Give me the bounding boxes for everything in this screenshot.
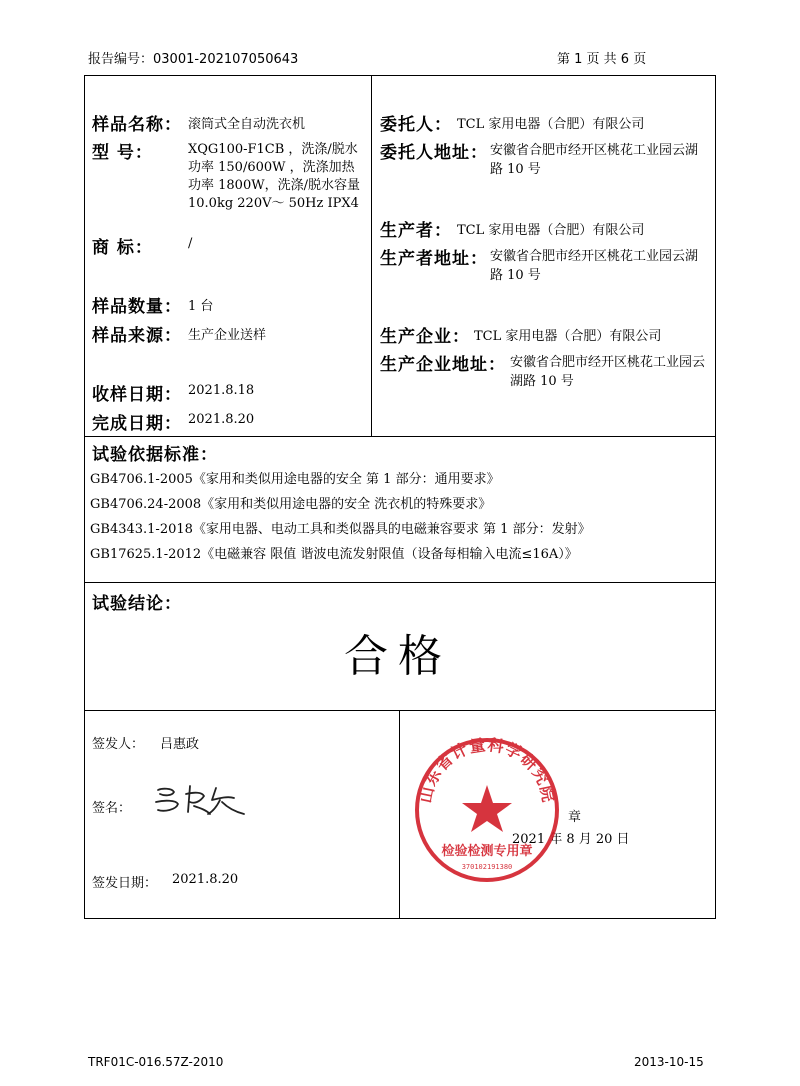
- manufacturer-value: TCL 家用电器（合肥）有限公司: [457, 223, 645, 238]
- svg-text:山东省计量科学研究院: 山东省计量科学研究院: [415, 735, 559, 805]
- complete-date-value: 2021.8.20: [188, 412, 255, 427]
- sample-name-value: 滚筒式全自动洗衣机: [188, 117, 306, 132]
- manufacturer-address-value: 安徽省合肥市经开区桃花工业园云湖路 10 号: [490, 249, 699, 283]
- signature-divider: [399, 710, 400, 919]
- standard-item-3: GB4343.1-2018《家用电器、电动工具和类似器具的电磁兼容要求 第 1 部分：发射》: [90, 522, 591, 537]
- stamp-date: 2021 年 8 月 20 日: [512, 832, 630, 847]
- issue-date-value: 2021.8.20: [172, 872, 239, 887]
- report-number: 报告编号：03001-202107050643: [88, 52, 299, 67]
- svg-text:370102191380: 370102191380: [461, 863, 513, 871]
- enterprise-label: 生产企业：: [380, 327, 470, 347]
- handwritten-signature: [150, 780, 250, 820]
- svg-text:检验检测专用章: 检验检测专用章: [441, 844, 533, 859]
- sample-name-label: 样品名称：: [92, 115, 182, 135]
- signature-label: 签名：: [92, 801, 132, 816]
- model-value: XQG100-F1CB ，洗涤/脱水功率 150/600W ，洗涤加热功率 1800W，洗涤/脱水容量 10.0kg 220V～ 50Hz IPX4: [188, 142, 360, 211]
- stamp-char: 章: [568, 810, 582, 825]
- form-number: TRF01C-016.57Z-2010: [88, 1055, 224, 1069]
- enterprise-address-label: 生产企业地址：: [380, 355, 506, 375]
- form-date: 2013-10-15: [634, 1055, 704, 1069]
- verdict-text: 合格: [344, 631, 452, 682]
- client-address-label: 委托人地址：: [380, 143, 488, 163]
- receive-date-label: 收样日期：: [92, 385, 182, 405]
- client-label: 委托人：: [380, 115, 452, 135]
- client-address-value: 安徽省合肥市经开区桃花工业园云湖路 10 号: [490, 143, 699, 177]
- manufacturer-label: 生产者：: [380, 221, 452, 241]
- standard-item-4: GB17625.1-2012《电磁兼容 限值 谐波电流发射限值（设备每相输入电流≤16A）》: [90, 547, 578, 562]
- standard-item-2: GB4706.24-2008《家用和类似用途电器的安全 洗衣机的特殊要求》: [90, 497, 492, 512]
- page-info: 第 1 页 共 6 页: [557, 52, 647, 67]
- issue-date-label: 签发日期：: [92, 876, 158, 891]
- model-label: 型 号：: [92, 143, 153, 163]
- client-value: TCL 家用电器（合肥）有限公司: [457, 117, 645, 132]
- sample-qty-label: 样品数量：: [92, 297, 182, 317]
- sample-qty-value: 1 台: [188, 299, 214, 314]
- enterprise-address-value: 安徽省合肥市经开区桃花工业园云湖路 10 号: [510, 355, 706, 389]
- standards-label: 试验依据标准：: [92, 445, 218, 465]
- info-divider: [371, 75, 372, 437]
- sample-source-label: 样品来源：: [92, 326, 182, 346]
- brand-label: 商 标：: [92, 238, 153, 258]
- issuer-label: 签发人：: [92, 737, 145, 752]
- official-seal: [412, 735, 562, 885]
- issuer-value: 吕惠政: [160, 737, 200, 752]
- sample-source-value: 生产企业送样: [188, 328, 267, 343]
- brand-value: /: [188, 236, 193, 251]
- receive-date-value: 2021.8.18: [188, 383, 255, 398]
- enterprise-value: TCL 家用电器（合肥）有限公司: [474, 329, 662, 344]
- manufacturer-address-label: 生产者地址：: [380, 249, 488, 269]
- complete-date-label: 完成日期：: [92, 414, 182, 434]
- conclusion-label: 试验结论：: [92, 594, 182, 614]
- standard-item-1: GB4706.1-2005《家用和类似用途电器的安全 第 1 部分：通用要求》: [90, 472, 500, 487]
